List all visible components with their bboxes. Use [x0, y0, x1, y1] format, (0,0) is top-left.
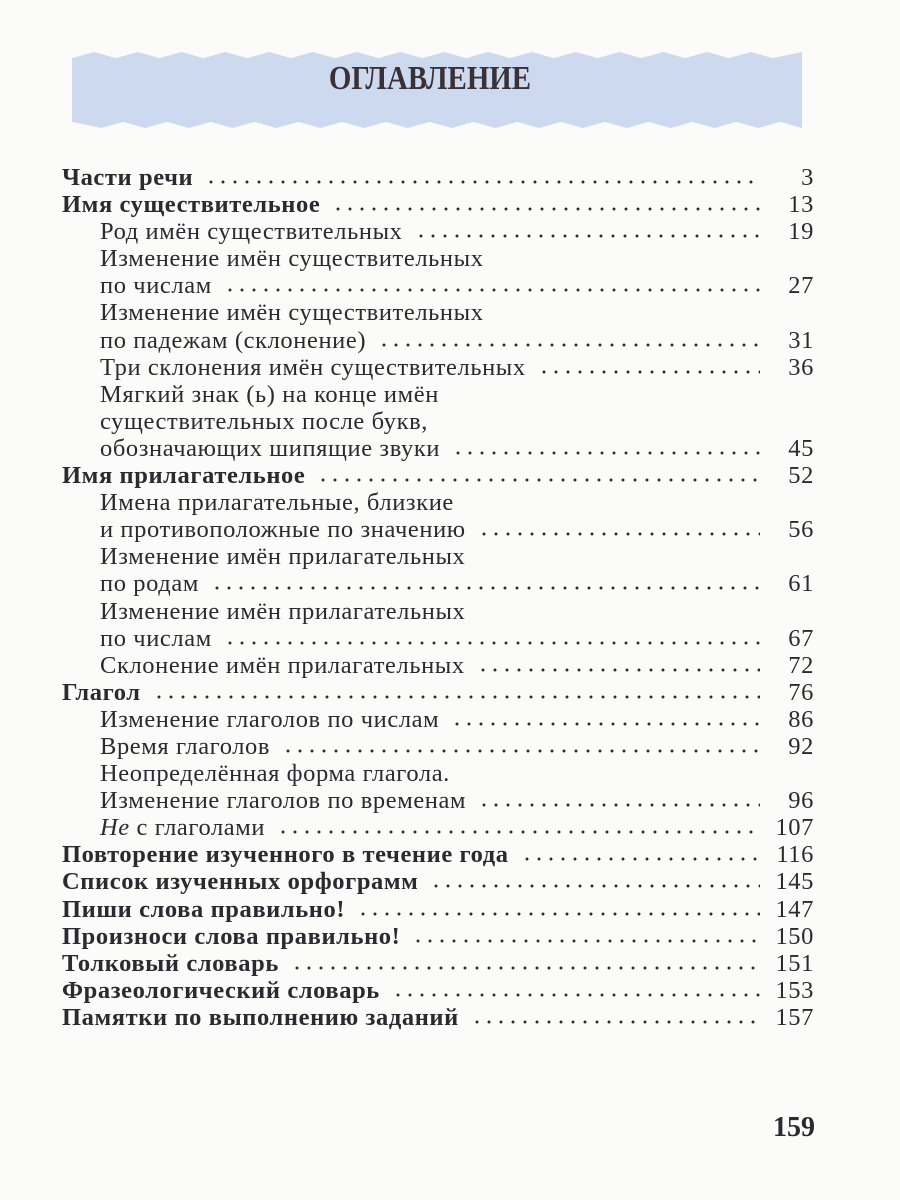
- toc-entry-label: существительных после букв,: [100, 407, 428, 435]
- toc-line: [100, 598, 814, 625]
- toc-line: [62, 679, 814, 706]
- toc-line: [100, 760, 814, 787]
- toc-line: [62, 923, 814, 950]
- toc-page-number: 150: [775, 922, 814, 950]
- toc-entry-text: [100, 299, 484, 326]
- toc-entry-text: [100, 543, 465, 570]
- dot-leader: [471, 1019, 760, 1025]
- toc-entry-label: Неопределённая форма глагола.: [100, 760, 450, 788]
- toc-entry-label: Изменение имён прилагательных: [100, 543, 466, 571]
- toc-entry-text: [100, 814, 265, 841]
- toc-line: [62, 896, 814, 923]
- toc-entry-text: [100, 245, 484, 272]
- dot-leader: [521, 856, 760, 862]
- toc-entry-label: по родам: [100, 570, 199, 598]
- toc-entry-text: [62, 841, 509, 868]
- toc-entry-text: [100, 408, 428, 435]
- dot-leader: [224, 287, 760, 293]
- toc-page-number: 67: [788, 624, 814, 652]
- toc-line: [62, 841, 814, 868]
- toc-line: [100, 489, 814, 516]
- toc-page-number: 153: [775, 976, 814, 1004]
- toc-entry-text: [62, 923, 400, 950]
- toc-line: [62, 977, 814, 1004]
- toc-entry-text: [100, 760, 450, 787]
- toc-page-number: 76: [788, 678, 814, 706]
- toc-entry-text: [100, 381, 439, 408]
- dot-leader: [282, 748, 760, 754]
- toc-entry-label: Имена прилагательные, близкие: [100, 489, 454, 517]
- toc-page-number: 36: [788, 353, 814, 381]
- toc-entry-label: Толковый словарь: [62, 949, 279, 977]
- toc-page-number: 13: [788, 191, 814, 219]
- toc-page-number: 116: [776, 841, 814, 869]
- dot-leader: [378, 342, 760, 348]
- toc-section[interactable]: [62, 923, 814, 950]
- toc-entry-text: [62, 164, 193, 191]
- toc-page-number: 19: [788, 218, 814, 246]
- toc-page-number: 45: [788, 434, 814, 462]
- toc-page-number: 27: [788, 272, 814, 300]
- toc-entry-text: [62, 1004, 459, 1031]
- toc-entry-text: [100, 787, 466, 814]
- toc-page-number: 56: [788, 516, 814, 544]
- toc-entry-text: [100, 706, 439, 733]
- page-number: 159: [773, 1112, 815, 1143]
- toc-entry-text: [100, 435, 440, 462]
- dot-leader: [538, 369, 760, 375]
- toc-line: [100, 814, 814, 841]
- toc-line: [100, 354, 814, 381]
- toc-entry-label: Изменение имён существительных: [100, 299, 484, 327]
- dot-leader: [332, 206, 760, 212]
- toc-subsection[interactable]: [62, 652, 814, 679]
- toc-subsection[interactable]: [62, 733, 814, 760]
- dot-leader: [211, 585, 760, 591]
- toc-entry-text: [62, 679, 141, 706]
- toc-section[interactable]: [62, 191, 814, 218]
- toc-page-number: 147: [775, 895, 814, 923]
- toc-subsection[interactable]: [62, 489, 814, 543]
- toc-entry-label: Фразеологический словарь: [62, 976, 380, 1004]
- dot-leader: [291, 965, 760, 971]
- toc-section[interactable]: [62, 1004, 814, 1031]
- toc-entry-label: с глаголами: [129, 814, 266, 842]
- toc-subsection[interactable]: [62, 245, 814, 299]
- toc-page-number: 72: [788, 651, 814, 679]
- dot-leader: [153, 694, 760, 700]
- dot-leader: [357, 911, 760, 917]
- toc-page-number: 31: [788, 326, 814, 354]
- toc-section[interactable]: [62, 164, 814, 191]
- toc-page-number: 61: [788, 570, 814, 598]
- toc-line: [62, 868, 814, 895]
- toc-line: [100, 516, 814, 543]
- toc-entry-label: Имя существительное: [62, 191, 321, 219]
- toc-entry-text: [100, 218, 403, 245]
- toc-entry-label: Мягкий знак (ь) на конце имён: [100, 380, 439, 408]
- toc-line: [100, 245, 814, 272]
- toc-entry-label: по падежам (склонение): [100, 326, 367, 354]
- toc-entry-label: Части речи: [62, 164, 194, 191]
- dot-leader: [317, 477, 760, 483]
- toc-entry-text: [100, 733, 270, 760]
- toc-entry-text: [62, 191, 320, 218]
- toc-section[interactable]: [62, 868, 814, 895]
- toc-line: [100, 272, 814, 299]
- toc-entry-text: [100, 652, 465, 679]
- toc-entry-label: Склонение имён прилагательных: [100, 651, 465, 679]
- toc-line: [62, 950, 814, 977]
- toc-line: [100, 787, 814, 814]
- toc-line: [100, 408, 814, 435]
- toc-entry-italic: Не: [100, 814, 130, 842]
- dot-leader: [430, 883, 760, 889]
- toc-section[interactable]: [62, 896, 814, 923]
- toc-entry-label: Повторение изученного в течение года: [62, 841, 509, 869]
- toc-entry-label: Памятки по выполнению заданий: [62, 1003, 459, 1031]
- toc-line: [100, 299, 814, 326]
- toc-line: [100, 381, 814, 408]
- toc-section[interactable]: [62, 679, 814, 706]
- toc-line: [100, 706, 814, 733]
- toc-entry-label: Время глаголов: [100, 732, 271, 760]
- toc-page-number: 92: [788, 732, 814, 760]
- table-of-contents: [62, 164, 814, 1031]
- toc-entry-label: по числам: [100, 272, 212, 300]
- toc-subsection[interactable]: [62, 760, 814, 814]
- toc-entry-label: Список изученных орфограмм: [62, 868, 419, 896]
- toc-subsection[interactable]: [62, 299, 814, 353]
- dot-leader: [478, 531, 760, 537]
- toc-entry-label: Глагол: [62, 678, 141, 706]
- dot-leader: [205, 179, 760, 185]
- toc-entry-text: [100, 516, 466, 543]
- toc-entry-label: и противоположные по значению: [100, 516, 466, 544]
- toc-line: [62, 1004, 814, 1031]
- toc-line: [62, 164, 814, 191]
- toc-entry-text: [100, 598, 465, 625]
- toc-entry-label: по числам: [100, 624, 212, 652]
- toc-subsection[interactable]: [62, 814, 814, 841]
- toc-entry-label: Изменение глаголов по временам: [100, 787, 467, 815]
- toc-entry-text: [100, 354, 526, 381]
- toc-subsection[interactable]: [62, 381, 814, 462]
- toc-entry-label: Изменение имён прилагательных: [100, 597, 466, 625]
- toc-page-number: 151: [775, 949, 814, 977]
- toc-entry-text: [62, 896, 345, 923]
- toc-entry-text: [100, 272, 212, 299]
- dot-leader: [478, 802, 760, 808]
- toc-entry-label: Пиши слова правильно!: [62, 895, 346, 923]
- toc-page-number: 145: [775, 868, 814, 896]
- toc-entry-label: Род имён существительных: [100, 218, 403, 246]
- toc-subsection[interactable]: [62, 598, 814, 652]
- dot-leader: [452, 450, 760, 456]
- toc-line: [62, 462, 814, 489]
- dot-leader: [224, 640, 760, 646]
- dot-leader: [415, 233, 761, 239]
- toc-entry-text: [100, 570, 199, 597]
- toc-line: [100, 543, 814, 570]
- toc-page-number: 86: [788, 705, 814, 733]
- toc-entry-text: [100, 625, 212, 652]
- toc-entry-label: Три склонения имён существительных: [100, 353, 526, 381]
- toc-entry-label: Изменение глаголов по числам: [100, 705, 440, 733]
- toc-page-number: 96: [788, 787, 814, 815]
- dot-leader: [477, 667, 760, 673]
- toc-line: [62, 191, 814, 218]
- toc-page-number: 107: [775, 814, 814, 842]
- toc-line: [100, 435, 814, 462]
- toc-section[interactable]: [62, 977, 814, 1004]
- toc-entry-label: Изменение имён существительных: [100, 245, 484, 273]
- toc-section[interactable]: [62, 950, 814, 977]
- toc-line: [100, 327, 814, 354]
- toc-entry-text: [62, 950, 279, 977]
- toc-line: [100, 570, 814, 597]
- toc-subsection[interactable]: [62, 543, 814, 597]
- toc-entry-text: [100, 327, 366, 354]
- toc-section[interactable]: [62, 462, 814, 489]
- toc-line: [100, 733, 814, 760]
- dot-leader: [412, 938, 760, 944]
- toc-line: [100, 218, 814, 245]
- toc-line: [100, 652, 814, 679]
- toc-entry-text: [62, 462, 305, 489]
- toc-subsection[interactable]: [62, 218, 814, 245]
- toc-entry-text: [62, 868, 418, 895]
- toc-entry-text: [100, 489, 454, 516]
- toc-entry-label: Произноси слова правильно!: [62, 922, 401, 950]
- dot-leader: [392, 992, 760, 998]
- dot-leader: [277, 829, 760, 835]
- toc-line: [100, 625, 814, 652]
- toc-subsection[interactable]: [62, 354, 814, 381]
- toc-entry-label: Имя прилагательное: [62, 462, 306, 490]
- toc-entry-label: обозначающих шипящие звуки: [100, 434, 441, 462]
- toc-subsection[interactable]: [62, 706, 814, 733]
- toc-section[interactable]: [62, 841, 814, 868]
- toc-page-number: 157: [775, 1003, 814, 1031]
- dot-leader: [451, 721, 760, 727]
- toc-entry-text: [62, 977, 380, 1004]
- toc-page-number: 52: [788, 462, 814, 490]
- page-title: ОГЛАВЛЕНИЕ: [328, 60, 532, 97]
- toc-page-number: 3: [801, 164, 814, 191]
